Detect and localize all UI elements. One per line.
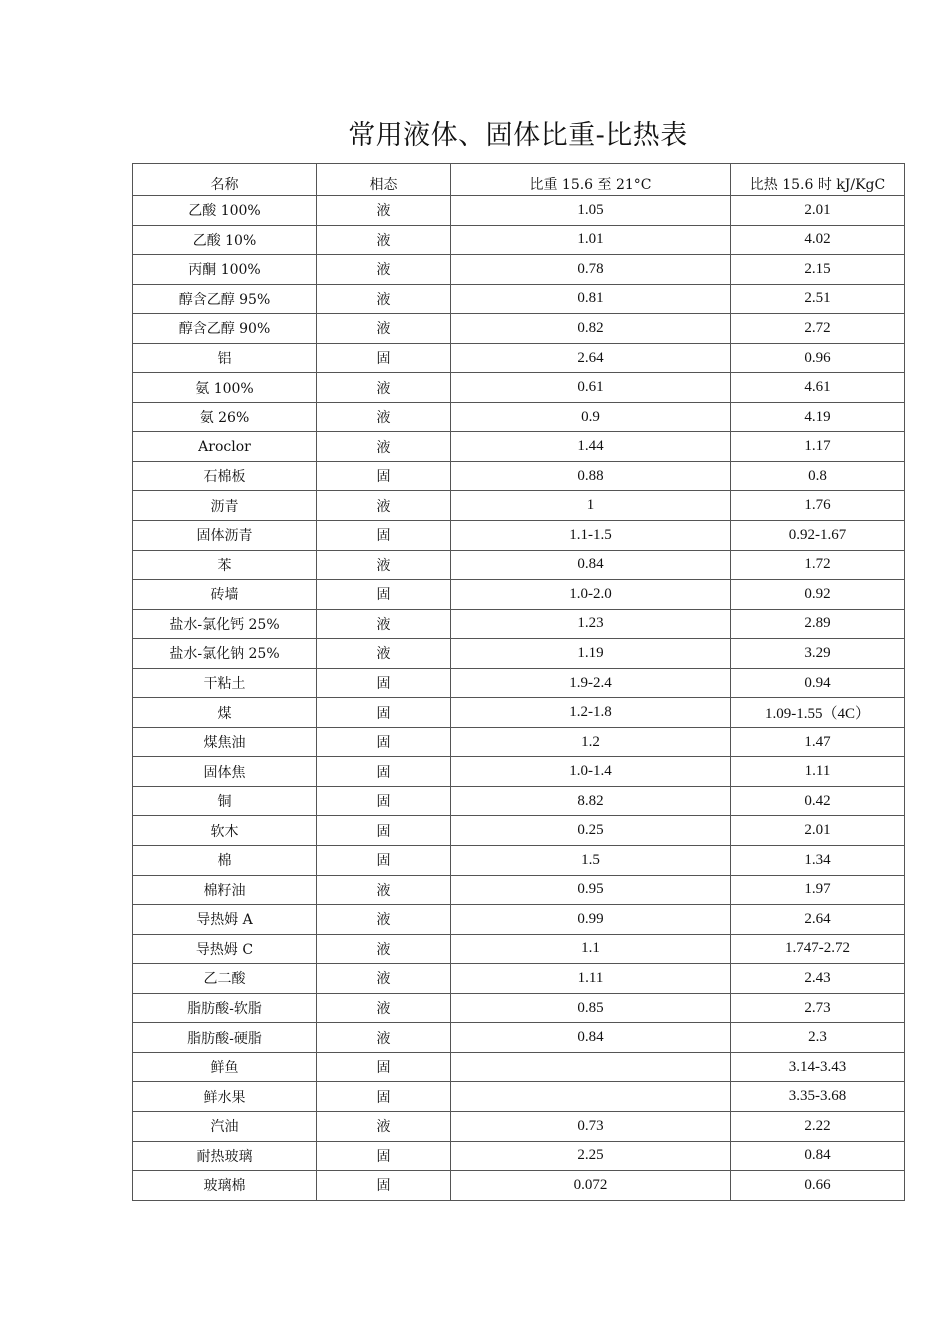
cell-specific-gravity: 0.95 [451, 875, 731, 905]
cell-specific-gravity: 1.01 [451, 225, 731, 255]
data-table [132, 163, 905, 1201]
table-row [133, 698, 905, 728]
cell-phase: 液 [317, 609, 451, 639]
cell-specific-gravity: 0.84 [451, 1023, 731, 1053]
table-row [133, 993, 905, 1023]
cell-phase: 固 [317, 521, 451, 551]
cell-phase: 固 [317, 727, 451, 757]
cell-specific-heat: 2.51 [731, 284, 905, 314]
cell-name: 醇含乙醇 95% [133, 284, 317, 314]
cell-specific-heat: 1.34 [731, 846, 905, 876]
table-row [133, 846, 905, 876]
table-row [133, 1111, 905, 1141]
table-row [133, 786, 905, 816]
cell-name: 铜 [133, 786, 317, 816]
cell-name: 苯 [133, 550, 317, 580]
cell-name: 棉籽油 [133, 875, 317, 905]
table-row [133, 757, 905, 787]
table-row [133, 639, 905, 669]
cell-specific-heat: 1.11 [731, 757, 905, 787]
header-specific-gravity: 比重 15.6 至 21°C [451, 164, 731, 196]
cell-specific-heat: 2.22 [731, 1111, 905, 1141]
cell-name: 氨 26% [133, 402, 317, 432]
cell-specific-gravity: 0.81 [451, 284, 731, 314]
cell-phase: 液 [317, 255, 451, 285]
cell-specific-gravity: 0.25 [451, 816, 731, 846]
cell-name: 导热姆 C [133, 934, 317, 964]
table-row [133, 225, 905, 255]
cell-phase: 液 [317, 1111, 451, 1141]
cell-phase: 液 [317, 491, 451, 521]
cell-specific-gravity: 1.9-2.4 [451, 668, 731, 698]
cell-name: 石棉板 [133, 461, 317, 491]
table-row [133, 521, 905, 551]
cell-specific-heat: 0.84 [731, 1141, 905, 1171]
cell-name: 软木 [133, 816, 317, 846]
table-row [133, 1023, 905, 1053]
cell-name: 乙酸 100% [133, 196, 317, 226]
cell-specific-gravity: 1 [451, 491, 731, 521]
cell-specific-gravity: 0.9 [451, 402, 731, 432]
cell-phase: 固 [317, 668, 451, 698]
table-row [133, 402, 905, 432]
cell-phase: 液 [317, 402, 451, 432]
cell-specific-gravity: 0.73 [451, 1111, 731, 1141]
cell-phase: 液 [317, 196, 451, 226]
cell-phase: 固 [317, 461, 451, 491]
table-row [133, 255, 905, 285]
table-row [133, 432, 905, 462]
cell-phase: 固 [317, 580, 451, 610]
cell-phase: 液 [317, 373, 451, 403]
table-header-row [133, 164, 905, 196]
cell-specific-heat: 2.64 [731, 905, 905, 935]
cell-specific-heat: 0.42 [731, 786, 905, 816]
cell-specific-heat: 0.92 [731, 580, 905, 610]
cell-specific-gravity: 1.0-1.4 [451, 757, 731, 787]
cell-specific-gravity: 1.23 [451, 609, 731, 639]
cell-specific-heat: 2.3 [731, 1023, 905, 1053]
cell-specific-heat: 2.15 [731, 255, 905, 285]
cell-specific-gravity: 0.84 [451, 550, 731, 580]
table-row [133, 314, 905, 344]
table-row [133, 1171, 905, 1201]
cell-name: 丙酮 100% [133, 255, 317, 285]
cell-phase: 固 [317, 816, 451, 846]
cell-specific-heat: 0.66 [731, 1171, 905, 1201]
cell-phase: 液 [317, 934, 451, 964]
cell-specific-heat: 1.97 [731, 875, 905, 905]
cell-specific-heat: 0.96 [731, 343, 905, 373]
cell-name: 脂肪酸-软脂 [133, 993, 317, 1023]
cell-specific-gravity: 1.05 [451, 196, 731, 226]
cell-name: 鲜鱼 [133, 1052, 317, 1082]
table-row [133, 550, 905, 580]
table-row [133, 934, 905, 964]
cell-specific-heat: 4.02 [731, 225, 905, 255]
cell-specific-heat: 0.92-1.67 [731, 521, 905, 551]
cell-specific-heat: 1.17 [731, 432, 905, 462]
table-row [133, 461, 905, 491]
table-row [133, 373, 905, 403]
cell-specific-heat: 1.09-1.55（4C） [731, 698, 905, 728]
cell-name: 乙酸 10% [133, 225, 317, 255]
cell-specific-heat: 2.73 [731, 993, 905, 1023]
header-specific-heat: 比热 15.6 时 kJ/KgC [731, 164, 905, 196]
cell-specific-gravity: 2.25 [451, 1141, 731, 1171]
cell-specific-gravity: 1.2-1.8 [451, 698, 731, 728]
cell-specific-heat: 1.47 [731, 727, 905, 757]
table-row [133, 816, 905, 846]
cell-specific-gravity: 0.78 [451, 255, 731, 285]
cell-phase: 液 [317, 314, 451, 344]
cell-specific-gravity: 0.88 [451, 461, 731, 491]
cell-specific-heat: 3.29 [731, 639, 905, 669]
cell-name: 脂肪酸-硬脂 [133, 1023, 317, 1053]
cell-name: 醇含乙醇 90% [133, 314, 317, 344]
cell-phase: 液 [317, 225, 451, 255]
cell-name: 盐水-氯化钠 25% [133, 639, 317, 669]
cell-specific-gravity: 1.1 [451, 934, 731, 964]
cell-specific-heat: 2.43 [731, 964, 905, 994]
cell-name: 鲜水果 [133, 1082, 317, 1112]
page-title: 常用液体、固体比重-比热表 [348, 120, 688, 151]
cell-name: Aroclor [133, 432, 317, 462]
cell-phase: 液 [317, 284, 451, 314]
cell-phase: 固 [317, 1141, 451, 1171]
cell-specific-gravity [451, 1052, 731, 1082]
cell-phase: 液 [317, 964, 451, 994]
cell-phase: 液 [317, 639, 451, 669]
table-row [133, 1082, 905, 1112]
cell-specific-gravity: 0.61 [451, 373, 731, 403]
cell-specific-gravity: 1.1-1.5 [451, 521, 731, 551]
table-body [133, 196, 905, 1201]
cell-specific-heat: 1.72 [731, 550, 905, 580]
table-row [133, 905, 905, 935]
cell-specific-gravity: 8.82 [451, 786, 731, 816]
cell-specific-gravity: 0.99 [451, 905, 731, 935]
cell-phase: 液 [317, 550, 451, 580]
cell-name: 沥青 [133, 491, 317, 521]
cell-name: 汽油 [133, 1111, 317, 1141]
cell-phase: 固 [317, 846, 451, 876]
cell-phase: 液 [317, 1023, 451, 1053]
cell-phase: 液 [317, 875, 451, 905]
cell-name: 煤焦油 [133, 727, 317, 757]
cell-name: 棉 [133, 846, 317, 876]
table-row [133, 875, 905, 905]
cell-specific-gravity [451, 1082, 731, 1112]
cell-phase: 液 [317, 432, 451, 462]
cell-specific-heat: 3.35-3.68 [731, 1082, 905, 1112]
cell-name: 砖墙 [133, 580, 317, 610]
cell-specific-heat: 2.01 [731, 196, 905, 226]
cell-name: 干粘土 [133, 668, 317, 698]
cell-phase: 固 [317, 1171, 451, 1201]
cell-name: 乙二酸 [133, 964, 317, 994]
cell-specific-gravity: 0.85 [451, 993, 731, 1023]
cell-name: 煤 [133, 698, 317, 728]
cell-specific-heat: 4.61 [731, 373, 905, 403]
cell-name: 玻璃棉 [133, 1171, 317, 1201]
cell-specific-gravity: 1.0-2.0 [451, 580, 731, 610]
cell-phase: 固 [317, 343, 451, 373]
cell-specific-heat: 2.89 [731, 609, 905, 639]
cell-name: 铝 [133, 343, 317, 373]
cell-name: 固体焦 [133, 757, 317, 787]
cell-phase: 固 [317, 786, 451, 816]
cell-phase: 液 [317, 905, 451, 935]
cell-specific-gravity: 1.19 [451, 639, 731, 669]
table-row [133, 284, 905, 314]
cell-name: 耐热玻璃 [133, 1141, 317, 1171]
cell-name: 固体沥青 [133, 521, 317, 551]
cell-specific-heat: 1.76 [731, 491, 905, 521]
cell-specific-gravity: 1.2 [451, 727, 731, 757]
cell-name: 氨 100% [133, 373, 317, 403]
table-row [133, 196, 905, 226]
cell-phase: 固 [317, 698, 451, 728]
cell-phase: 液 [317, 993, 451, 1023]
table-row [133, 727, 905, 757]
cell-specific-gravity: 1.44 [451, 432, 731, 462]
cell-specific-heat: 3.14-3.43 [731, 1052, 905, 1082]
table-row [133, 1141, 905, 1171]
cell-name: 导热姆 A [133, 905, 317, 935]
table-row [133, 580, 905, 610]
table-row [133, 964, 905, 994]
cell-specific-gravity: 1.5 [451, 846, 731, 876]
header-phase: 相态 [317, 164, 451, 196]
cell-phase: 固 [317, 1082, 451, 1112]
cell-specific-heat: 0.94 [731, 668, 905, 698]
table-row [133, 1052, 905, 1082]
cell-phase: 固 [317, 1052, 451, 1082]
cell-specific-heat: 2.01 [731, 816, 905, 846]
cell-specific-gravity: 1.11 [451, 964, 731, 994]
table-row [133, 491, 905, 521]
cell-name: 盐水-氯化钙 25% [133, 609, 317, 639]
cell-specific-heat: 4.19 [731, 402, 905, 432]
table-row [133, 609, 905, 639]
cell-specific-heat: 2.72 [731, 314, 905, 344]
cell-specific-gravity: 0.072 [451, 1171, 731, 1201]
header-name: 名称 [133, 164, 317, 196]
cell-specific-heat: 0.8 [731, 461, 905, 491]
cell-specific-gravity: 0.82 [451, 314, 731, 344]
table-row [133, 668, 905, 698]
cell-specific-heat: 1.747-2.72 [731, 934, 905, 964]
cell-specific-gravity: 2.64 [451, 343, 731, 373]
table-row [133, 343, 905, 373]
cell-phase: 固 [317, 757, 451, 787]
